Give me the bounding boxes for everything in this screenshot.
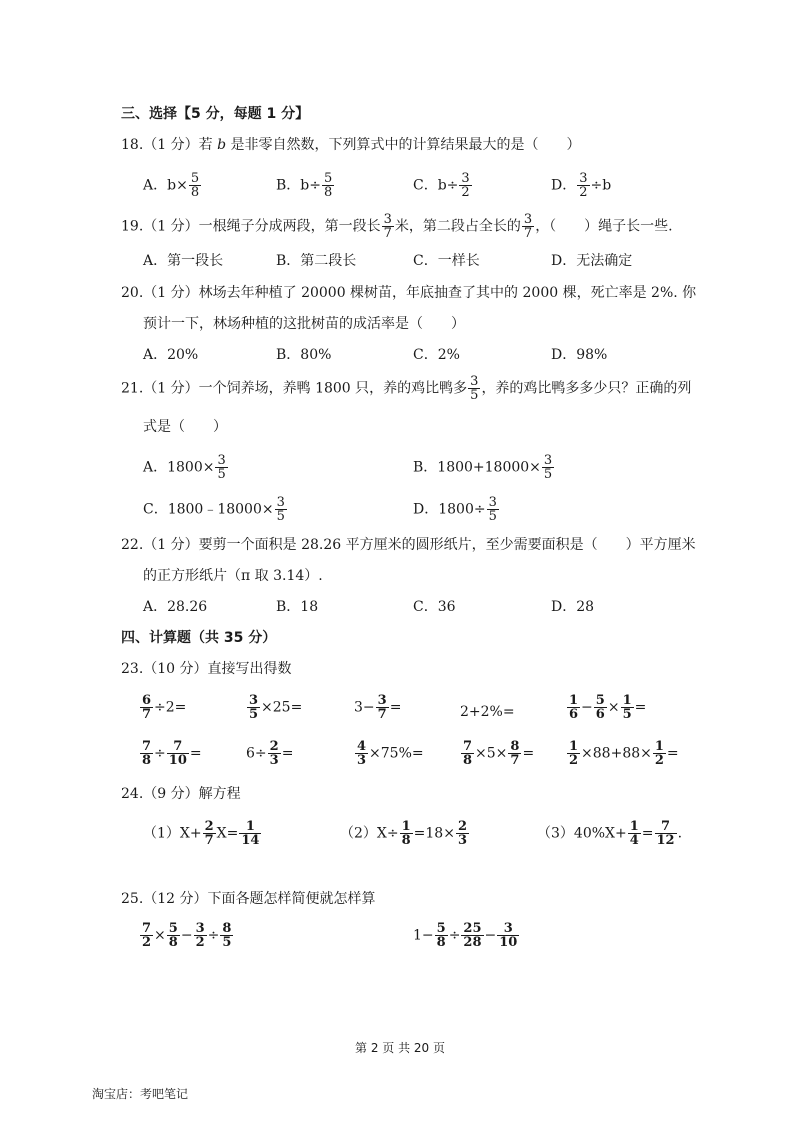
fraction: $\frac{3}{7}$: [523, 212, 533, 241]
q23-expr-1: $\frac{6}{7}$ ÷2=: [142, 693, 187, 722]
q21-option-b[interactable]: B．1800+18000× $\frac{3}{5}$: [413, 453, 553, 482]
q21-option-d[interactable]: D．1800÷ $\frac{3}{5}$: [413, 495, 497, 524]
q23-expr-2: $\frac{3}{5}$ ×25=: [249, 693, 303, 722]
q19-option-b[interactable]: B．第二段长: [276, 253, 357, 269]
q19-stem: 19.（1 分）一根绳子分成两段，第一段长 $\frac{3}{7}$ 米，第二段占全长的 $\frac{3}{7}$ ，（ ）绳子长一些.: [121, 212, 673, 241]
q20-option-b[interactable]: B．80%: [276, 347, 332, 363]
q18-option-c[interactable]: C．b÷ $\frac{3}{2}$: [413, 171, 470, 200]
q23-expr-6: $\frac{7}{8}$ ÷ $\frac{7}{10}$ =: [142, 739, 202, 768]
fraction: $\frac{3}{5}$: [276, 495, 285, 524]
q21-stem: 21.（1 分）一个饲养场，养鸭 1800 只，养的鸡比鸭多 $\frac{3}{5}$ ，养的鸡比鸭多多少只？正确的列: [121, 374, 692, 403]
q23-expr-3: 3− $\frac{3}{7}$ =: [354, 693, 402, 722]
q20-stem-line1: 20.（1 分）林场去年种植了 20000 棵树苗，年底抽查了其中的 2000 棵，死亡率是 2%. 你: [121, 285, 697, 301]
shop-watermark: 淘宝店：考吧笔记: [92, 1087, 189, 1101]
q22-option-c[interactable]: C．36: [413, 599, 456, 615]
q19-option-d[interactable]: D．无法确定: [551, 253, 633, 269]
q25-stem: 25.（12 分）下面各题怎样简便就怎样算: [121, 891, 376, 907]
fraction: $\frac{5}{8}$: [323, 171, 333, 200]
q20-option-a[interactable]: A．20%: [143, 347, 199, 363]
section-4-title: 四、计算题（共 35 分）: [121, 630, 277, 646]
q24-stem: 24.（9 分）解方程: [121, 786, 241, 802]
q25-problem-2: 1− $\frac{5}{8}$ ÷ $\frac{25}{28}$ − $\frac{3}{10}$: [413, 921, 518, 950]
q23-expr-8: $\frac{4}{3}$ ×75%=: [357, 739, 424, 768]
q21-option-a[interactable]: A．1800× $\frac{3}{5}$: [143, 453, 226, 482]
q22-option-a[interactable]: A．28.26: [143, 599, 208, 615]
q22-stem-line1: 22.（1 分）要剪一个面积是 28.26 平方厘米的圆形纸片，至少需要面积是（ ）平方厘米: [121, 537, 696, 553]
q18-option-b[interactable]: B．b÷ $\frac{5}{8}$: [276, 171, 333, 200]
fraction: $\frac{3}{2}$: [579, 171, 588, 200]
q23-expr-7: 6÷ $\frac{2}{3}$ =: [246, 739, 294, 768]
section-3-title: 三、选择【5 分，每题 1 分】: [121, 106, 310, 122]
q19-option-a[interactable]: A．第一段长: [143, 253, 224, 269]
page-number: 第 2 页 共 20 页: [355, 1041, 445, 1055]
q23-expr-9: $\frac{7}{8}$ ×5× $\frac{8}{7}$ =: [463, 739, 535, 768]
fraction: $\frac{3}{7}$: [383, 212, 392, 241]
q21-option-c[interactable]: C．1800﹣18000× $\frac{3}{5}$: [143, 495, 285, 524]
q24-equation-1: （1）X+ $\frac{2}{7}$ X= $\frac{1}{14}$: [143, 819, 260, 848]
fraction: $\frac{5}{8}$: [190, 171, 200, 200]
q24-equation-2: （2）X÷ $\frac{1}{8}$ =18× $\frac{2}{3}$: [340, 819, 467, 848]
q22-stem-line2: 的正方形纸片（π 取 3.14）.: [143, 568, 323, 584]
fraction: $\frac{3}{5}$: [217, 453, 226, 482]
fraction: $\frac{3}{2}$: [461, 171, 470, 200]
q19-option-c[interactable]: C．一样长: [413, 253, 480, 269]
q25-problem-1: $\frac{7}{2}$ × $\frac{5}{8}$ − $\frac{3}{2}$ ÷ $\frac{8}{5}$: [142, 921, 232, 950]
fraction: $\frac{3}{5}$: [488, 495, 497, 524]
q23-expr-5: $\frac{1}{6}$ − $\frac{5}{6}$ × $\frac{1}{5}$ =: [569, 693, 647, 722]
q18-stem: 18.（1 分）若 b 是非零自然数，下列算式中的计算结果最大的是（ ）: [121, 137, 581, 153]
q23-expr-10: $\frac{1}{2}$ ×88+88× $\frac{1}{2}$ =: [569, 739, 679, 768]
q18-option-d[interactable]: D． $\frac{3}{2}$ ÷b: [551, 171, 612, 200]
q22-option-d[interactable]: D．28: [551, 599, 595, 615]
q24-equation-3: （3）40%X+ $\frac{1}{4}$ = $\frac{7}{12}$ .: [537, 819, 683, 848]
q23-stem: 23.（10 分）直接写出得数: [121, 661, 292, 677]
fraction: $\frac{3}{5}$: [470, 374, 479, 403]
q21-stem-line2: 式是（ ）: [143, 419, 227, 435]
q20-stem-line2: 预计一下，林场种植的这批树苗的成活率是（ ）: [143, 316, 465, 332]
q18-option-a[interactable]: A．b× $\frac{5}{8}$: [143, 171, 200, 200]
q20-option-d[interactable]: D．98%: [551, 347, 608, 363]
q23-expr-4: 2+2%=: [460, 704, 515, 720]
fraction: $\frac{3}{5}$: [543, 453, 553, 482]
q20-option-c[interactable]: C．2%: [413, 347, 460, 363]
q22-option-b[interactable]: B．18: [276, 599, 319, 615]
